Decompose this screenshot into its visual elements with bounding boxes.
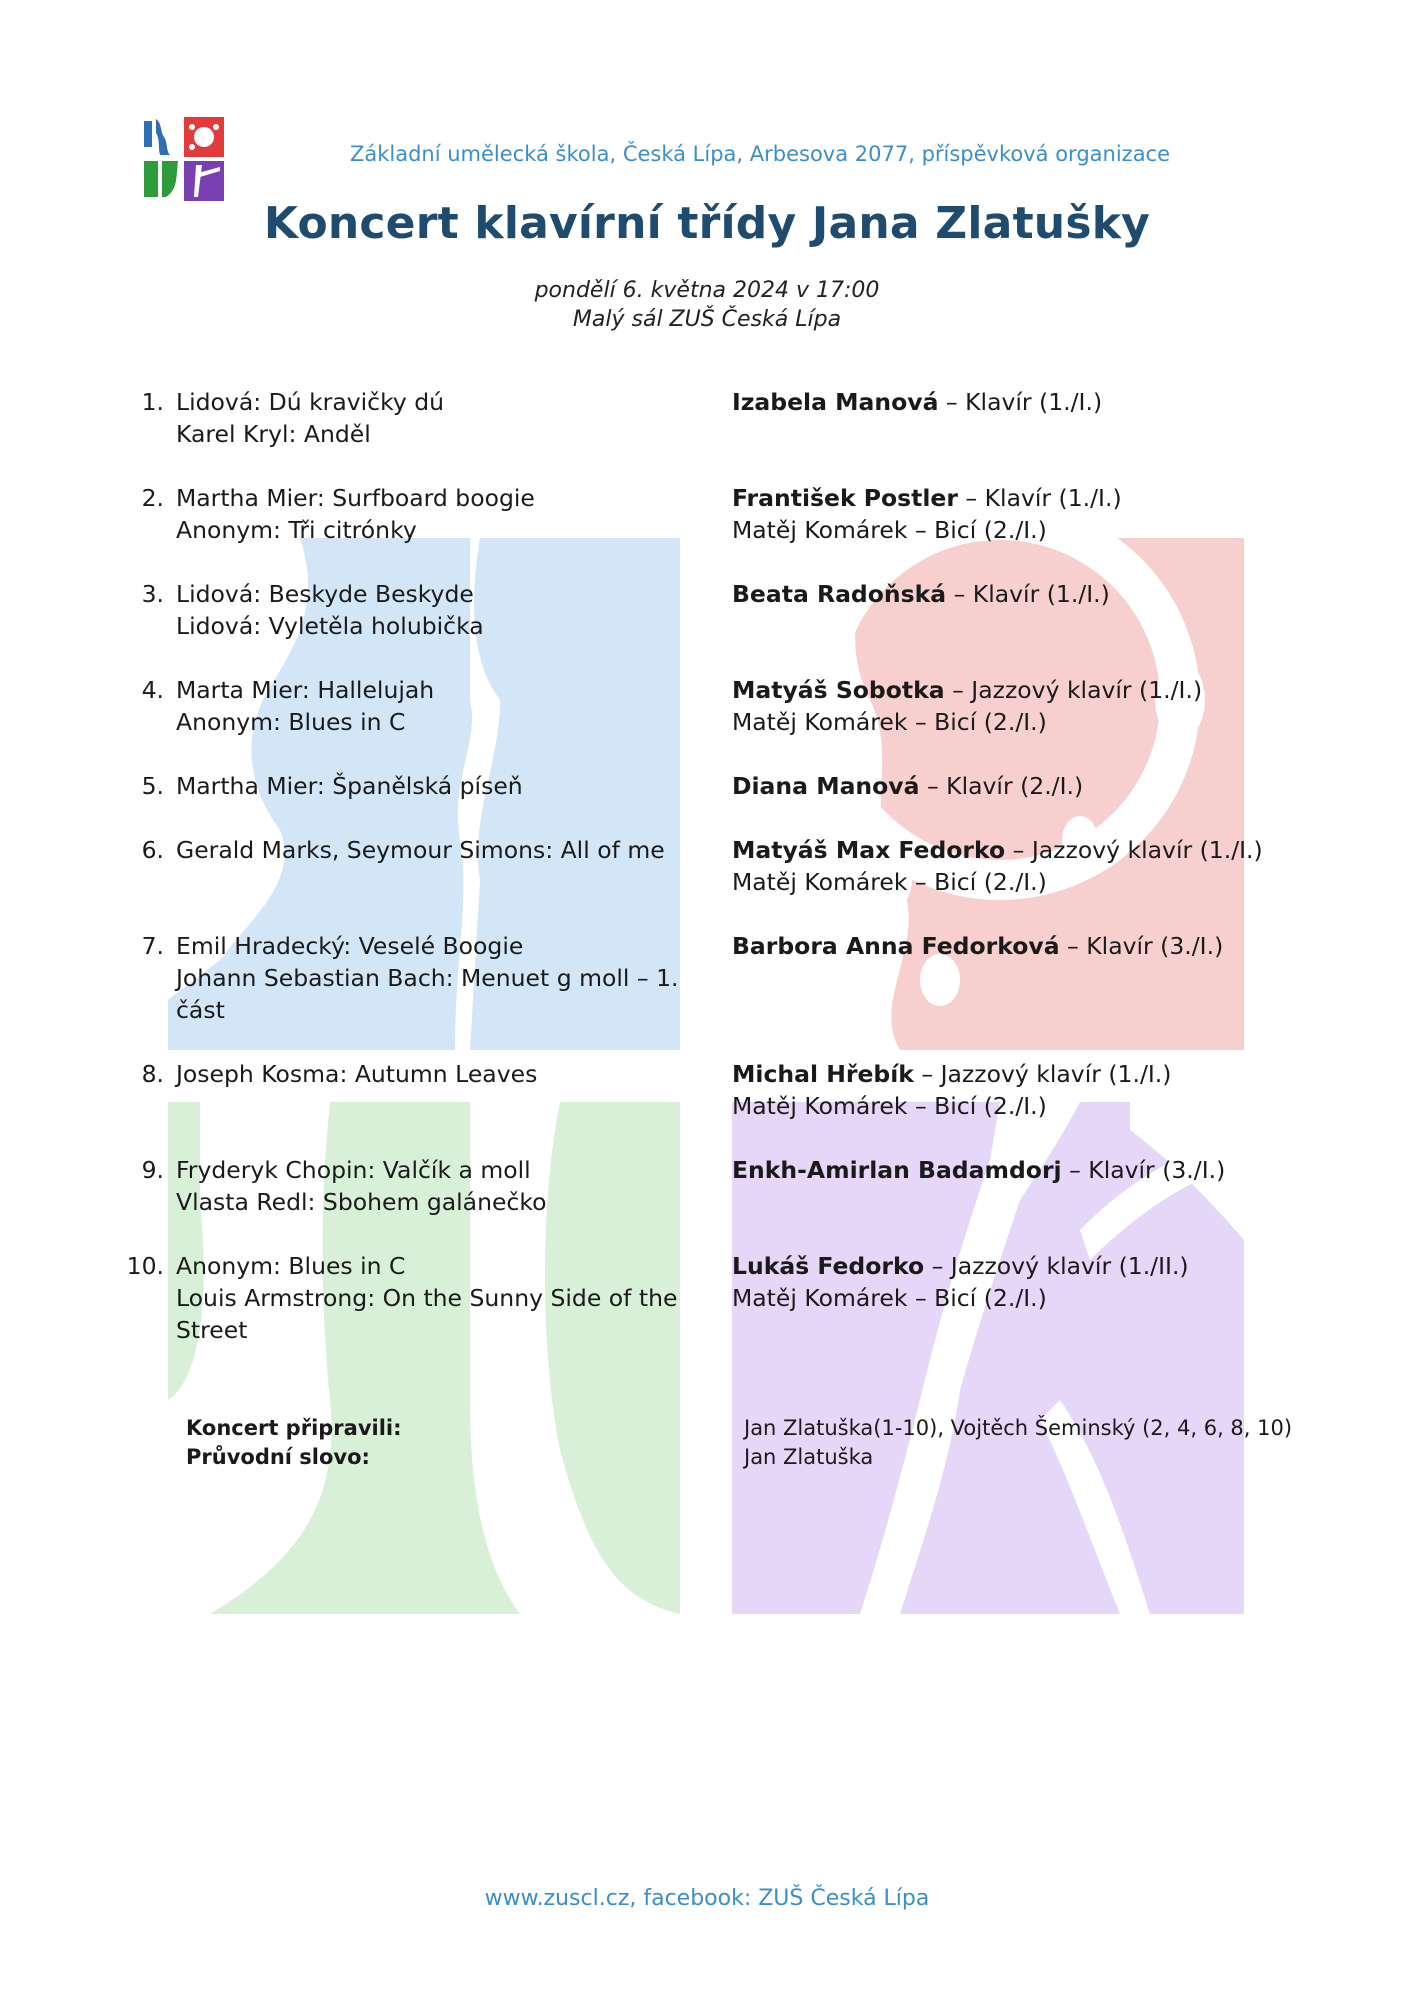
item-number: 4. [141, 676, 164, 704]
item-performers [732, 578, 1372, 610]
performer-role: – Klavír (1./I.) [957, 484, 1122, 512]
item-pieces [176, 930, 701, 1026]
piece: Louis Armstrong: On the Sunny Side of the Street [176, 1284, 678, 1344]
school-name: Základní umělecká škola, Česká Lípa, Arbesova 2077, příspěvková organizace [349, 142, 1171, 166]
piece: Marta Mier: Hallelujah [176, 676, 435, 704]
performer [732, 930, 1372, 962]
performer: Matěj Komárek – Bicí (2./I.) [732, 516, 1047, 544]
performer [732, 1058, 1372, 1090]
performer [732, 578, 1372, 610]
item-pieces [176, 482, 701, 546]
performer [732, 1250, 1372, 1282]
credits-labels [186, 1414, 402, 1472]
performer-role: – Klavír (3./I.) [1059, 932, 1224, 960]
footer-links: www.zuscl.cz, facebook: ZUŠ Česká Lípa [484, 1886, 930, 1911]
piece: Lidová: Vyletěla holubička [176, 612, 484, 640]
performer [732, 674, 1372, 706]
page-title: Koncert klavírní třídy Jana Zlatušky [263, 198, 1151, 249]
item-pieces [176, 770, 701, 802]
performer [732, 770, 1372, 802]
performer-name: Lukáš Fedorko [732, 1252, 925, 1280]
item-number: 5. [141, 772, 164, 800]
item-pieces [176, 1250, 701, 1346]
item-pieces [176, 578, 701, 642]
item-number: 8. [141, 1060, 164, 1088]
performer [732, 1154, 1372, 1186]
item-number: 6. [141, 836, 164, 864]
performer: Matěj Komárek – Bicí (2./I.) [732, 708, 1047, 736]
piece: Emil Hradecký: Veselé Boogie [176, 932, 524, 960]
item-performers [732, 1154, 1372, 1186]
piece: Lidová: Dú kravičky dú [176, 388, 445, 416]
item-pieces [176, 834, 701, 866]
piece: Anonym: Blues in C [176, 708, 406, 736]
performer-role: – Jazzový klavír (1./I.) [913, 1060, 1172, 1088]
piece: Karel Kryl: Anděl [176, 420, 371, 448]
performer-name: Michal Hřebík [732, 1060, 914, 1088]
item-pieces [176, 386, 701, 450]
performer-role: – Jazzový klavír (1./I.) [1005, 836, 1263, 864]
prepared-value: Jan Zlatuška(1-10), Vojtěch Šeminský (2, 4, 6, 8, 10) [744, 1416, 1293, 1440]
host-label: Průvodní slovo: [186, 1445, 370, 1469]
item-number: 9. [141, 1156, 164, 1184]
performer [732, 834, 1372, 866]
piece: Gerald Marks, Seymour Simons: All of me [176, 836, 665, 864]
performer-name: Izabela Manová [732, 388, 939, 416]
item-performers [732, 482, 1372, 546]
performer-name: Beata Radoňská [732, 580, 947, 608]
credits-values [744, 1414, 1292, 1472]
item-performers [732, 1058, 1372, 1122]
performer-name: Diana Manová [732, 772, 920, 800]
performer-name: Enkh-Amirlan Badamdorj [732, 1156, 1062, 1184]
piece: Johann Sebastian Bach: Menuet g moll – 1. část [176, 964, 679, 1024]
item-performers [732, 386, 1372, 418]
performer-name: František Postler [732, 484, 958, 512]
school-logo [140, 117, 224, 201]
piece: Lidová: Beskyde Beskyde [176, 580, 474, 608]
performer [732, 386, 1372, 418]
performer-name: Matyáš Sobotka [732, 676, 945, 704]
item-performers [732, 770, 1372, 802]
item-number: 2. [141, 484, 164, 512]
performer-role: – Jazzový klavír (1./II.) [924, 1252, 1189, 1280]
performer-name: Barbora Anna Fedorková [732, 932, 1060, 960]
performer-name: Matyáš Max Fedorko [732, 836, 1006, 864]
piece: Anonym: Tři citrónky [176, 516, 417, 544]
performer-role: – Klavír (1./I.) [938, 388, 1103, 416]
item-performers [732, 834, 1372, 898]
item-number: 3. [141, 580, 164, 608]
item-performers [732, 1250, 1372, 1314]
performer: Matěj Komárek – Bicí (2./I.) [732, 1092, 1047, 1120]
piece: Joseph Kosma: Autumn Leaves [176, 1060, 538, 1088]
prepared-label: Koncert připravili: [186, 1416, 402, 1440]
piece: Anonym: Blues in C [176, 1252, 406, 1280]
host-value: Jan Zlatuška [744, 1445, 874, 1469]
performer [732, 482, 1372, 514]
performer-role: – Klavír (2./I.) [919, 772, 1084, 800]
item-pieces [176, 1058, 701, 1090]
performer: Matěj Komárek – Bicí (2./I.) [732, 868, 1047, 896]
item-number: 1. [141, 388, 164, 416]
item-performers [732, 674, 1372, 738]
item-number: 7. [141, 932, 164, 960]
item-performers [732, 930, 1372, 962]
item-number: 10. [126, 1252, 164, 1280]
piece: Martha Mier: Surfboard boogie [176, 484, 535, 512]
item-pieces [176, 1154, 701, 1218]
item-pieces [176, 674, 701, 738]
piece: Martha Mier: Španělská píseň [176, 772, 523, 800]
performer: Matěj Komárek – Bicí (2./I.) [732, 1284, 1047, 1312]
concert-venue: Malý sál ZUŠ Česká Lípa [572, 307, 842, 332]
performer-role: – Jazzový klavír (1./I.) [944, 676, 1203, 704]
concert-date: pondělí 6. května 2024 v 17:00 [534, 278, 880, 303]
performer-role: – Klavír (1./I.) [946, 580, 1110, 608]
piece: Vlasta Redl: Sbohem galánečko [176, 1188, 547, 1216]
performer-role: – Klavír (3./I.) [1061, 1156, 1226, 1184]
piece: Fryderyk Chopin: Valčík a moll [176, 1156, 531, 1184]
